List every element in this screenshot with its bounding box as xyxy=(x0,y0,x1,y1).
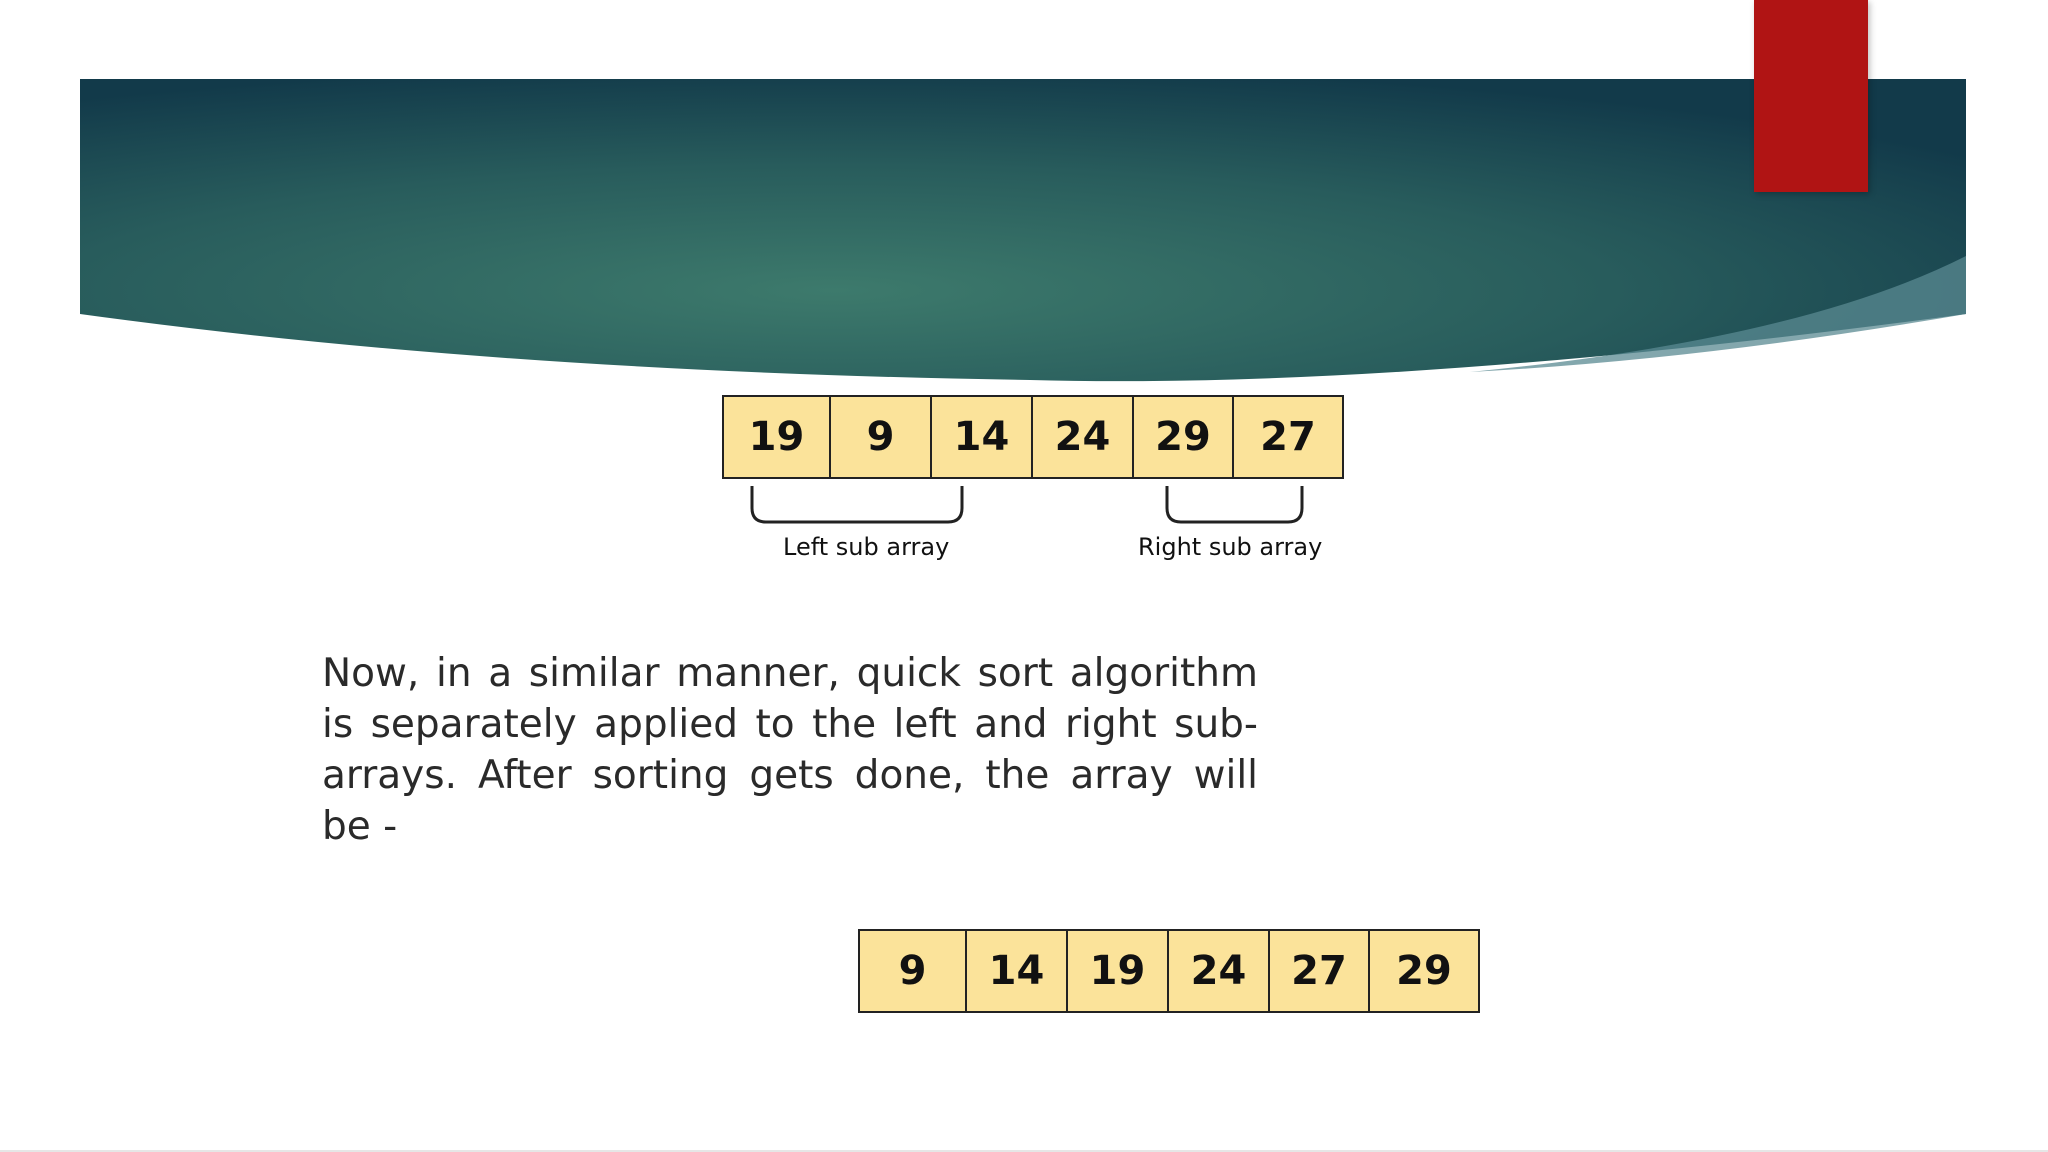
array-cell: 14 xyxy=(932,397,1033,477)
sub-array-brackets xyxy=(740,480,1320,530)
array-cell: 14 xyxy=(967,931,1068,1011)
array-cell: 19 xyxy=(1068,931,1169,1011)
sorted-array xyxy=(858,929,1480,1013)
initial-array xyxy=(722,395,1344,479)
array-cell: 9 xyxy=(831,397,932,477)
left-sub-array-label: Left sub array xyxy=(783,533,950,561)
bookmark-ribbon xyxy=(1754,0,1868,192)
right-sub-array-label: Right sub array xyxy=(1138,533,1323,561)
array-cell: 24 xyxy=(1169,931,1270,1011)
array-cell: 29 xyxy=(1370,931,1478,1011)
array-cell: 27 xyxy=(1234,397,1342,477)
explanation-text: Now, in a similar manner, quick sort algorithm is separately applied to the left and right sub-arrays. After sorting gets done, the array will be - xyxy=(322,651,1258,849)
array-cell: 27 xyxy=(1270,931,1370,1011)
array-cell: 24 xyxy=(1033,397,1134,477)
banner-shape xyxy=(0,0,2048,400)
header-banner xyxy=(0,0,2048,400)
array-cell: 9 xyxy=(860,931,967,1011)
array-cell: 29 xyxy=(1134,397,1234,477)
array-cell: 19 xyxy=(724,397,831,477)
